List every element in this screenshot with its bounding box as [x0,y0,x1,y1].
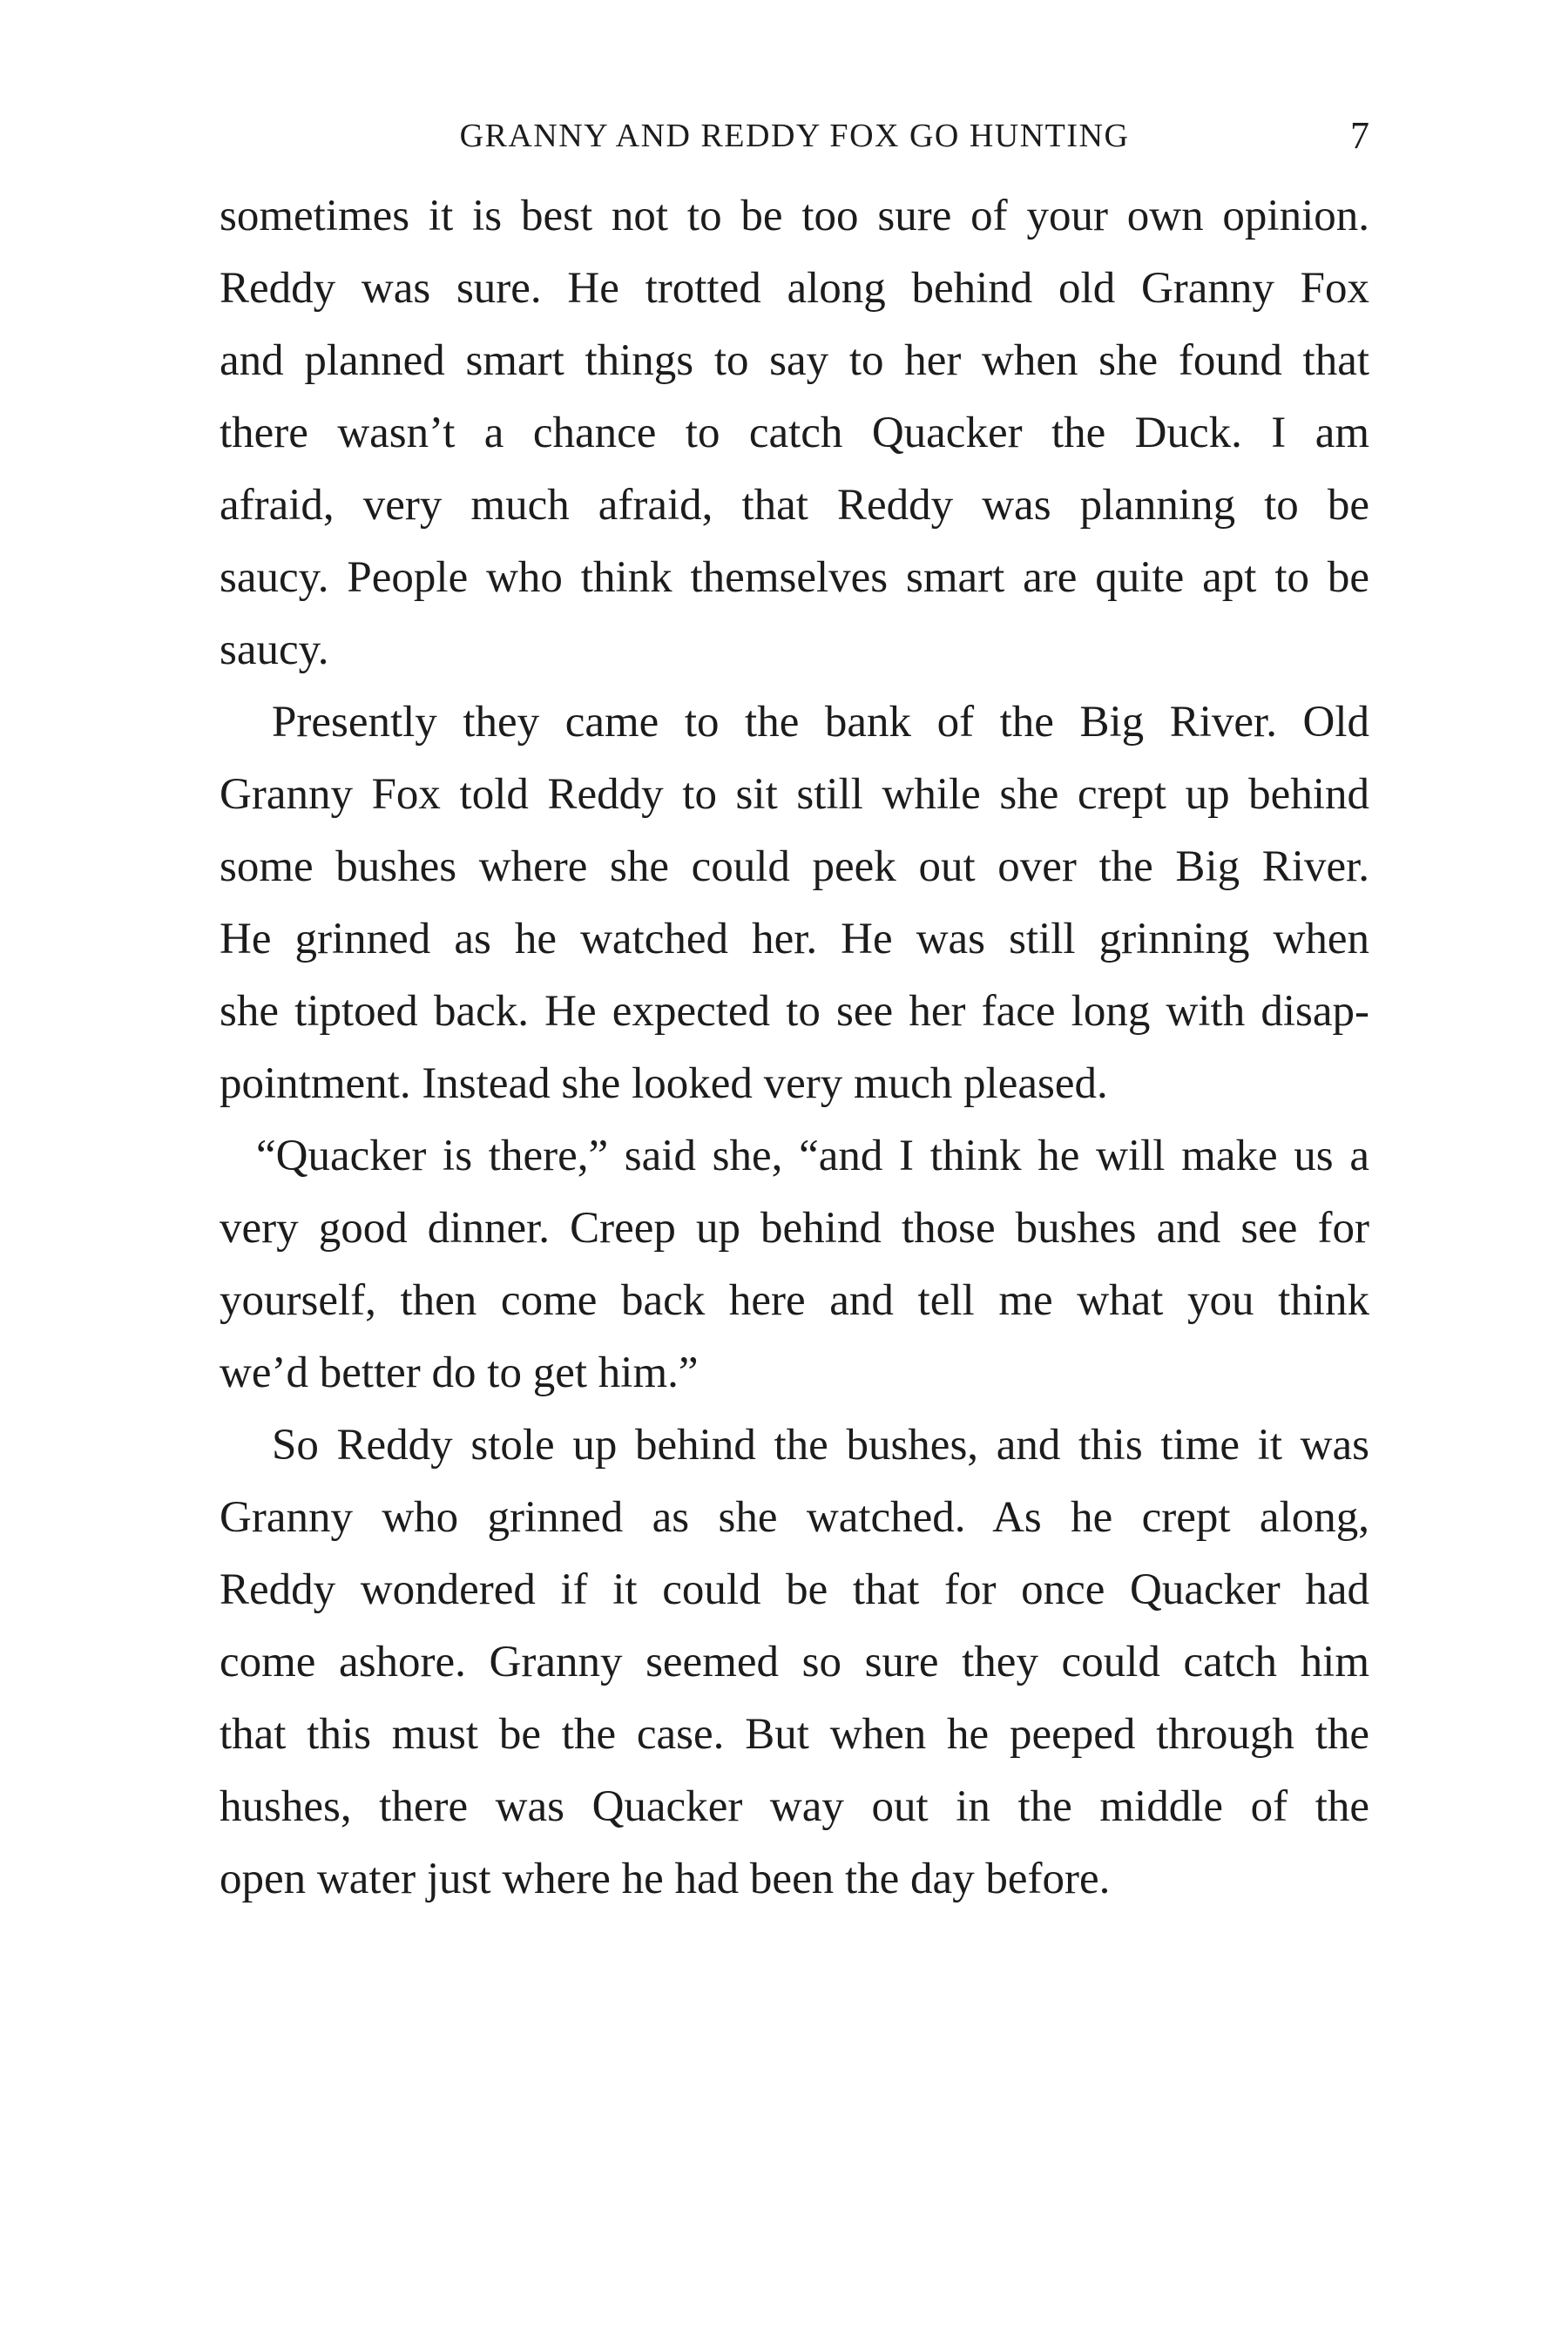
page-number: 7 [1350,114,1369,157]
text-line: there wasn’t a chance to catch Quacker the Duck. I am [220,409,1369,457]
text-line: Reddy wondered if it could be that for once Quacker had [220,1565,1369,1614]
text-line: afraid, very much afraid, that Reddy was planning to be [220,481,1369,530]
text-line: open water just where he had been the day before. [220,1855,1111,1903]
text-line: some bushes where she could peek out over the Big River. [220,842,1369,891]
running-title: GRANNY AND REDDY FOX GO HUNTING [459,118,1130,154]
text-line: very good dinner. Creep up behind those bushes and see for [220,1204,1369,1253]
text-line: yourself, then come back here and tell me what you think [220,1276,1369,1325]
text-line: hushes, there was Quacker way out in the middle of the [220,1782,1369,1831]
text-line: she tiptoed back. He expected to see her face long with disap- [220,987,1369,1036]
text-line: Presently they came to the bank of the Big River. Old [272,698,1369,747]
text-line: Granny who grinned as she watched. As he crept along, [220,1493,1369,1542]
text-line: come ashore. Granny seemed so sure they could catch him [220,1638,1369,1686]
text-line: and planned smart things to say to her when she found that [220,336,1369,385]
running-head [220,110,1369,162]
body-text [220,180,1369,1916]
text-line: sometimes it is best not to be too sure of your own opinion. [220,192,1369,240]
text-line: He grinned as he watched her. He was still grinning when [220,915,1369,963]
text-line: saucy. [220,625,329,674]
paragraph-3 [220,1120,1369,1409]
text-line: “Quacker is there,” said she, “and I think he will make us a [256,1132,1369,1180]
paragraph-1 [220,180,1369,686]
text-line: saucy. People who think themselves smart are quite apt to be [220,553,1369,602]
paragraph-4 [220,1409,1369,1916]
text-line: So Reddy stole up behind the bushes, and this time it was [272,1421,1369,1470]
text-line: Reddy was sure. He trotted along behind old Granny Fox [220,264,1369,313]
text-line: we’d better do to get him.” [220,1348,699,1397]
text-line: Granny Fox told Reddy to sit still while she crept up behind [220,770,1369,819]
text-line: pointment. Instead she looked very much pleased. [220,1059,1108,1108]
text-line: that this must be the case. But when he peeped through the [220,1710,1369,1759]
paragraph-2 [220,686,1369,1120]
